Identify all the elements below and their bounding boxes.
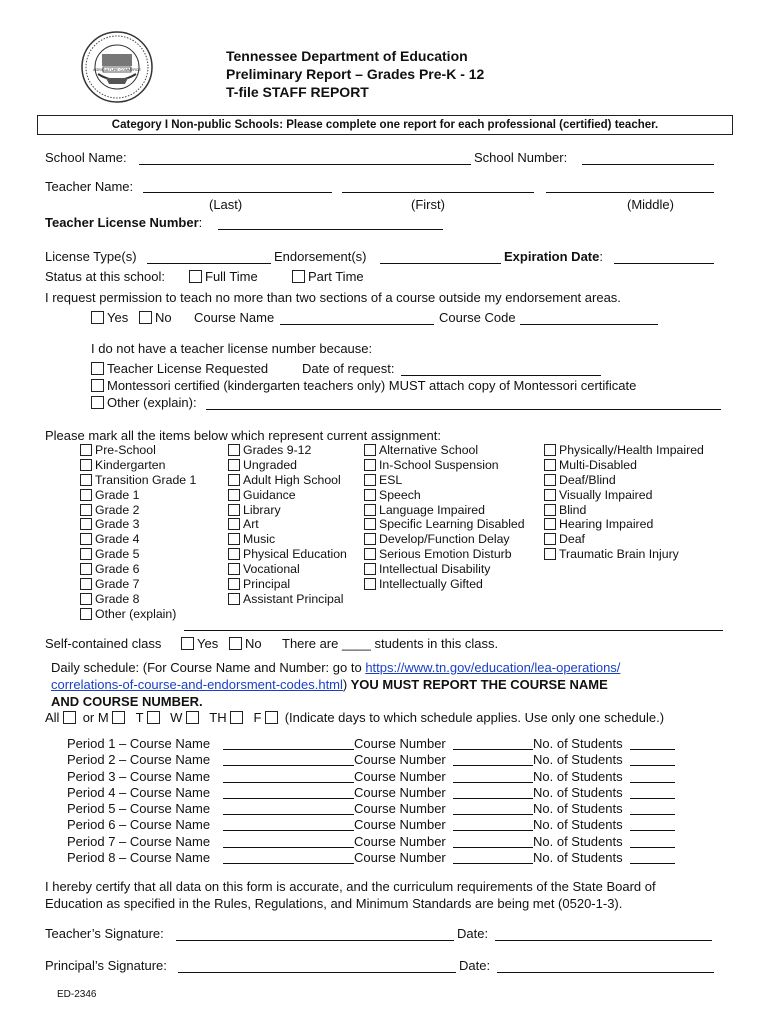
assignment-item-label: Guidance: [243, 487, 296, 502]
assignment-col3: [364, 443, 525, 592]
assignment-item-label: Pre-School: [95, 443, 156, 457]
montessori-checkbox[interactable]: [91, 379, 104, 392]
assignment-checkbox[interactable]: [364, 504, 376, 516]
day-w-checkbox[interactable]: [186, 711, 199, 724]
assignment-checkbox[interactable]: [364, 474, 376, 486]
assignment-item[interactable]: [364, 547, 525, 562]
period-students-label: No. of Students: [533, 784, 623, 800]
principal-date-label: Date:: [459, 958, 491, 973]
assignment-item[interactable]: [80, 592, 196, 607]
period-students-field[interactable]: [630, 770, 675, 783]
assignment-item[interactable]: [544, 443, 704, 458]
assignment-checkbox[interactable]: [228, 548, 240, 560]
assignment-item[interactable]: [544, 547, 704, 562]
self-contained-yes-text: Yes: [197, 636, 219, 651]
day-w-label: W: [170, 710, 183, 725]
principal-signature-label: Principal’s Signature:: [45, 958, 167, 973]
teacher-name-label: Teacher Name:: [45, 179, 134, 194]
daily-schedule-line1: [51, 660, 620, 676]
form-title-line3: T-file STAFF REPORT: [226, 84, 369, 100]
license-requested-option: [91, 361, 268, 377]
assignment-checkbox[interactable]: [80, 533, 92, 545]
assignment-checkbox[interactable]: [80, 593, 92, 605]
period-students-label: No. of Students: [533, 817, 623, 833]
assignment-item-label: Alternative School: [379, 443, 479, 457]
period-label: Period 4 – Course Name: [67, 784, 211, 800]
period-course-name-field[interactable]: [223, 818, 354, 831]
assignment-item-label: Transition Grade 1: [95, 472, 197, 487]
assignment-col1: [80, 443, 196, 622]
assignment-item-label: Intellectual Disability: [379, 562, 491, 577]
days-note: (Indicate days to which schedule applies. Use only one schedule.): [284, 710, 665, 725]
other-reason-field[interactable]: [206, 397, 721, 410]
assignment-item[interactable]: [544, 473, 704, 488]
period-course-number-field[interactable]: [453, 835, 533, 848]
period-course-number-label: Course Number: [354, 768, 446, 784]
must-report-text-1: YOU MUST REPORT THE COURSE NAME: [347, 677, 608, 692]
other-reason-text: Other (explain):: [107, 395, 197, 410]
daily-schedule-line2: [51, 677, 608, 693]
teacher-signature-label: Teacher’s Signature:: [45, 926, 164, 941]
day-all-label: All: [45, 710, 60, 725]
daily-schedule-prefix: Daily schedule: (For Course Name and Number: go to: [51, 660, 366, 675]
assignment-checkbox[interactable]: [364, 548, 376, 560]
assignment-checkbox[interactable]: [544, 459, 556, 471]
assignment-item[interactable]: [80, 473, 196, 488]
period-course-name-field[interactable]: [223, 851, 354, 864]
expiration-date-colon: :: [599, 249, 603, 264]
assignment-item-label: Grade 3: [95, 517, 140, 532]
license-type-field[interactable]: [147, 251, 271, 264]
period-course-name-field[interactable]: [223, 737, 354, 750]
assignment-item[interactable]: [80, 443, 196, 458]
assignment-item[interactable]: [80, 517, 196, 532]
assignment-item-label: Grade 2: [95, 502, 140, 517]
daily-schedule-close-paren: ): [342, 677, 348, 692]
school-name-label: School Name:: [45, 150, 127, 165]
assignment-checkbox[interactable]: [364, 444, 376, 456]
date-of-request-field[interactable]: [401, 363, 601, 376]
assignment-item[interactable]: [80, 458, 196, 473]
course-code-label: Course Code: [439, 310, 516, 325]
principal-date-field[interactable]: [497, 960, 714, 973]
day-all-checkbox[interactable]: [63, 711, 76, 724]
assignment-item-label: Vocational: [243, 562, 300, 577]
period-students-label: No. of Students: [533, 752, 623, 768]
other-reason-option: [91, 395, 197, 411]
school-name-field[interactable]: [139, 152, 471, 165]
teacher-license-field[interactable]: [218, 217, 443, 230]
period-students-label: No. of Students: [533, 768, 623, 784]
period-course-number-label: Course Number: [354, 736, 446, 751]
assignment-item[interactable]: [544, 503, 704, 518]
assignment-checkbox[interactable]: [364, 489, 376, 501]
day-t-checkbox[interactable]: [147, 711, 160, 724]
montessori-option: [91, 378, 636, 394]
date-of-request-label: Date of request:: [302, 361, 395, 376]
certify-line1: I hereby certify that all data on this form is accurate, and the curriculum requirements of the State Board of: [45, 879, 656, 894]
assignment-item-label: In-School Suspension: [379, 457, 499, 472]
assignment-checkbox[interactable]: [228, 489, 240, 501]
status-label: Status at this school:: [45, 269, 165, 284]
assignment-other-label: Other (explain): [95, 606, 177, 621]
self-contained-label: Self-contained class: [45, 636, 162, 651]
assignment-item-label: ESL: [379, 472, 403, 487]
assignment-item-label: Principal: [243, 577, 291, 592]
period-students-label: No. of Students: [533, 850, 623, 866]
period-course-number-field[interactable]: [453, 802, 533, 815]
assignment-checkbox[interactable]: [228, 474, 240, 486]
period-course-number-label: Course Number: [354, 752, 446, 768]
assignment-col2: [228, 443, 347, 607]
period-course-name-field[interactable]: [223, 770, 354, 783]
assignment-other-checkbox[interactable]: [80, 608, 92, 620]
assignment-checkbox[interactable]: [228, 563, 240, 575]
assignment-item[interactable]: [544, 517, 704, 532]
full-time-text: Full Time: [205, 269, 258, 284]
assignment-item-label: Language Impaired: [379, 502, 485, 517]
period-students-field[interactable]: [630, 802, 675, 815]
first-name-caption: (First): [411, 197, 445, 212]
day-m-label: or M: [82, 710, 109, 725]
period-students-field[interactable]: [630, 818, 675, 831]
assignment-checkbox[interactable]: [80, 548, 92, 560]
expiration-date-field[interactable]: [614, 251, 714, 264]
assignment-item[interactable]: [364, 458, 525, 473]
form-title-line1: Tennessee Department of Education: [226, 48, 468, 64]
assignment-item-label: Specific Learning Disabled: [379, 517, 525, 532]
assignment-checkbox[interactable]: [228, 578, 240, 590]
assignment-item[interactable]: [228, 577, 347, 592]
period-label: Period 1 – Course Name: [67, 736, 211, 751]
period-students-label: No. of Students: [533, 801, 623, 817]
assignment-item[interactable]: [544, 532, 704, 547]
assignment-item-label: Ungraded: [243, 457, 298, 472]
assignment-checkbox[interactable]: [80, 444, 92, 456]
assignment-item[interactable]: [364, 488, 525, 503]
period-students-field[interactable]: [630, 835, 675, 848]
assignment-item-label: Grades 9-12: [243, 443, 312, 457]
period-students-label: No. of Students: [533, 833, 623, 849]
assignment-item-label: Serious Emotion Disturb: [379, 547, 512, 562]
assignment-item[interactable]: [80, 562, 196, 577]
part-time-text: Part Time: [308, 269, 364, 284]
assignment-item[interactable]: [364, 577, 525, 592]
assignment-item[interactable]: [228, 517, 347, 532]
day-th-checkbox[interactable]: [230, 711, 243, 724]
day-m-checkbox[interactable]: [112, 711, 125, 724]
assignment-item[interactable]: [80, 547, 196, 562]
category-banner-text: Category I Non-public Schools: Please complete one report for each professional (certified) teacher.: [111, 119, 659, 131]
teacher-license-label-text: Teacher License Number: [45, 215, 199, 230]
expiration-date-label-text: Expiration Date: [504, 249, 600, 264]
certify-line2: Education as specified in the Rules, Regulations, and Minimum Standards are being met (0520-1-3).: [45, 896, 623, 911]
assignment-item-label: Art: [243, 517, 259, 532]
assignment-checkbox[interactable]: [544, 504, 556, 516]
form-id: ED-2346: [57, 989, 97, 1000]
assignment-item-label: Visually Impaired: [559, 487, 653, 502]
assignment-item-label: Speech: [379, 487, 421, 502]
assignment-item-label: Grade 6: [95, 562, 140, 577]
assignment-item-label: Blind: [559, 502, 587, 517]
assignment-item[interactable]: [228, 562, 347, 577]
assignment-item[interactable]: [228, 547, 347, 562]
period-course-number-field[interactable]: [453, 786, 533, 799]
endorsement-field[interactable]: [380, 251, 501, 264]
assignment-item-label: Deaf: [559, 532, 585, 547]
full-time-option: [189, 269, 258, 285]
assignment-checkbox[interactable]: [80, 504, 92, 516]
period-course-number-field[interactable]: [453, 770, 533, 783]
assignment-item-label: Deaf/Blind: [559, 472, 616, 487]
part-time-option: [292, 269, 364, 285]
assignment-item-label: Grade 1: [95, 487, 140, 502]
assignment-item[interactable]: [364, 503, 525, 518]
teacher-last-name-field[interactable]: [143, 180, 332, 193]
day-th-label: TH: [209, 710, 227, 725]
assignment-checkbox[interactable]: [364, 533, 376, 545]
expiration-date-label: [504, 249, 603, 265]
assignment-item-label: Library: [243, 502, 281, 517]
license-type-label: License Type(s): [45, 249, 137, 264]
period-label: Period 6 – Course Name: [67, 817, 211, 833]
period-course-number-field[interactable]: [453, 753, 533, 766]
assignment-checkbox[interactable]: [544, 533, 556, 545]
period-students-field[interactable]: [630, 851, 675, 864]
other-reason-checkbox[interactable]: [91, 396, 104, 409]
assignment-checkbox[interactable]: [80, 578, 92, 590]
assignment-item[interactable]: [228, 488, 347, 503]
full-time-checkbox[interactable]: [189, 270, 202, 283]
day-t-label: T: [135, 710, 144, 725]
assignment-item-label: Kindergarten: [95, 457, 166, 472]
period-course-number-field[interactable]: [453, 737, 533, 750]
license-requested-text: Teacher License Requested: [107, 361, 269, 376]
assignment-checkbox[interactable]: [364, 578, 376, 590]
assignment-item-label: Grade 5: [95, 547, 140, 562]
assignment-item-label: Grade 7: [95, 577, 140, 592]
seal-text: AGRICULTURE COMMERCE: [93, 68, 141, 72]
period-label: Period 8 – Course Name: [67, 850, 211, 866]
assignment-item[interactable]: [228, 473, 347, 488]
assignment-item[interactable]: [364, 473, 525, 488]
assignment-item[interactable]: [544, 458, 704, 473]
assignment-item-label: Develop/Function Delay: [379, 532, 510, 547]
form-title-line2: Preliminary Report – Grades Pre-K - 12: [226, 66, 485, 82]
assignment-item-label: Assistant Principal: [243, 591, 344, 606]
self-contained-no-option: [229, 636, 262, 652]
principal-signature-field[interactable]: [178, 960, 456, 973]
assignment-item[interactable]: [228, 532, 347, 547]
part-time-checkbox[interactable]: [292, 270, 305, 283]
period-course-name-field[interactable]: [223, 802, 354, 815]
period-students-field[interactable]: [630, 753, 675, 766]
assignment-col4: [544, 443, 704, 562]
must-report-text-2: AND COURSE NUMBER.: [51, 694, 203, 709]
assignment-item[interactable]: [80, 488, 196, 503]
course-code-field[interactable]: [520, 312, 658, 325]
teacher-signature-field[interactable]: [176, 928, 454, 941]
assignment-checkbox[interactable]: [544, 474, 556, 486]
period-course-name-field[interactable]: [223, 753, 354, 766]
assignment-item-label: Intellectually Gifted: [379, 577, 483, 592]
assignment-intro: Please mark all the items below which represent current assignment:: [45, 428, 441, 443]
montessori-text: Montessori certified (kindergarten teachers only) MUST attach copy of Montessori certificate: [107, 378, 637, 393]
period-course-name-field[interactable]: [223, 786, 354, 799]
period-label: Period 2 – Course Name: [67, 752, 211, 768]
assignment-checkbox[interactable]: [80, 518, 92, 530]
period-label: Period 7 – Course Name: [67, 833, 211, 849]
assignment-item[interactable]: [80, 577, 196, 592]
assignment-checkbox[interactable]: [544, 489, 556, 501]
assignment-item[interactable]: [544, 488, 704, 503]
assignment-checkbox[interactable]: [544, 518, 556, 530]
self-contained-yes-option: [181, 636, 218, 652]
assignment-item-other[interactable]: [80, 607, 196, 622]
permission-yes-checkbox[interactable]: [91, 311, 104, 324]
assignment-item[interactable]: [364, 517, 525, 532]
self-contained-no-text: No: [245, 636, 262, 651]
middle-name-caption: (Middle): [627, 197, 674, 212]
day-f-label: F: [253, 710, 262, 725]
endorsement-label: Endorsement(s): [274, 249, 367, 264]
assignment-item-label: Traumatic Brain Injury: [559, 547, 679, 562]
assignment-item-label: Music: [243, 532, 276, 547]
course-name-label: Course Name: [194, 310, 275, 325]
assignment-item[interactable]: [80, 532, 196, 547]
assignment-item-label: Physically/Health Impaired: [559, 443, 704, 457]
assignment-other-field[interactable]: [184, 619, 723, 631]
permission-yes-option: [91, 310, 128, 326]
assignment-item[interactable]: [364, 443, 525, 458]
assignment-checkbox[interactable]: [228, 504, 240, 516]
teacher-license-colon: :: [198, 215, 203, 230]
assignment-item[interactable]: [364, 562, 525, 577]
assignment-checkbox[interactable]: [364, 518, 376, 530]
permission-no-option: [139, 310, 172, 326]
period-course-number-label: Course Number: [354, 817, 446, 833]
course-codes-link-part2[interactable]: correlations-of-course-and-endorsment-codes.html: [51, 677, 343, 692]
teacher-first-name-field[interactable]: [342, 180, 534, 193]
assignment-item-label: Physical Education: [243, 547, 347, 562]
assignment-item[interactable]: [228, 458, 347, 473]
assignment-checkbox[interactable]: [80, 563, 92, 575]
teacher-license-label: [45, 215, 202, 231]
assignment-checkbox[interactable]: [80, 474, 92, 486]
period-course-number-label: Course Number: [354, 850, 446, 866]
assignment-item[interactable]: [228, 503, 347, 518]
self-contained-yes-checkbox[interactable]: [181, 637, 194, 650]
assignment-item-label: Multi-Disabled: [559, 457, 637, 472]
self-contained-no-checkbox[interactable]: [229, 637, 242, 650]
assignment-checkbox[interactable]: [364, 459, 376, 471]
assignment-checkbox[interactable]: [80, 489, 92, 501]
assignment-checkbox[interactable]: [228, 593, 240, 605]
assignment-item-label: Adult High School: [243, 472, 341, 487]
day-f-checkbox[interactable]: [265, 711, 278, 724]
tennessee-seal-icon: [80, 30, 154, 104]
students-in-class-text: There are ____ students in this class.: [282, 636, 499, 651]
period-course-number-label: Course Number: [354, 801, 446, 817]
assignment-checkbox[interactable]: [364, 563, 376, 575]
assignment-checkbox[interactable]: [80, 459, 92, 471]
period-students-field[interactable]: [630, 786, 675, 799]
teacher-middle-name-field[interactable]: [546, 180, 714, 193]
period-course-number-field[interactable]: [453, 818, 533, 831]
period-students-field[interactable]: [630, 737, 675, 750]
period-course-number-field[interactable]: [453, 851, 533, 864]
assignment-checkbox[interactable]: [228, 459, 240, 471]
period-course-number-label: Course Number: [354, 784, 446, 800]
permission-no-text: No: [155, 310, 172, 325]
permission-yes-text: Yes: [107, 310, 129, 325]
assignment-checkbox[interactable]: [544, 548, 556, 560]
assignment-checkbox[interactable]: [228, 518, 240, 530]
period-course-name-field[interactable]: [223, 835, 354, 848]
assignment-item[interactable]: [364, 532, 525, 547]
category-banner: [37, 115, 733, 135]
license-requested-checkbox[interactable]: [91, 362, 104, 375]
no-license-heading: I do not have a teacher license number because:: [91, 341, 373, 356]
period-label: Period 5 – Course Name: [67, 801, 211, 817]
period-course-number-label: Course Number: [354, 833, 446, 849]
period-label: Period 3 – Course Name: [67, 768, 211, 784]
assignment-checkbox[interactable]: [544, 444, 556, 456]
assignment-item-label: Hearing Impaired: [559, 517, 654, 532]
days-row: [45, 710, 664, 726]
course-codes-link-part1[interactable]: https://www.tn.gov/education/lea-operations/: [365, 660, 621, 675]
last-name-caption: (Last): [209, 197, 243, 212]
assignment-item[interactable]: [80, 503, 196, 518]
assignment-item[interactable]: [228, 443, 347, 458]
assignment-item-label: Grade 8: [95, 591, 140, 606]
teacher-date-field[interactable]: [495, 928, 712, 941]
assignment-item[interactable]: [228, 592, 347, 607]
school-number-label: School Number:: [474, 150, 568, 165]
teacher-date-label: Date:: [457, 926, 489, 941]
school-number-field[interactable]: [582, 152, 714, 165]
permission-text: I request permission to teach no more than two sections of a course outside my endorsement areas.: [45, 290, 621, 305]
assignment-checkbox[interactable]: [228, 533, 240, 545]
permission-no-checkbox[interactable]: [139, 311, 152, 324]
assignment-checkbox[interactable]: [228, 444, 240, 456]
period-students-label: No. of Students: [533, 736, 623, 751]
assignment-item-label: Grade 4: [95, 532, 140, 547]
course-name-field[interactable]: [280, 312, 434, 325]
